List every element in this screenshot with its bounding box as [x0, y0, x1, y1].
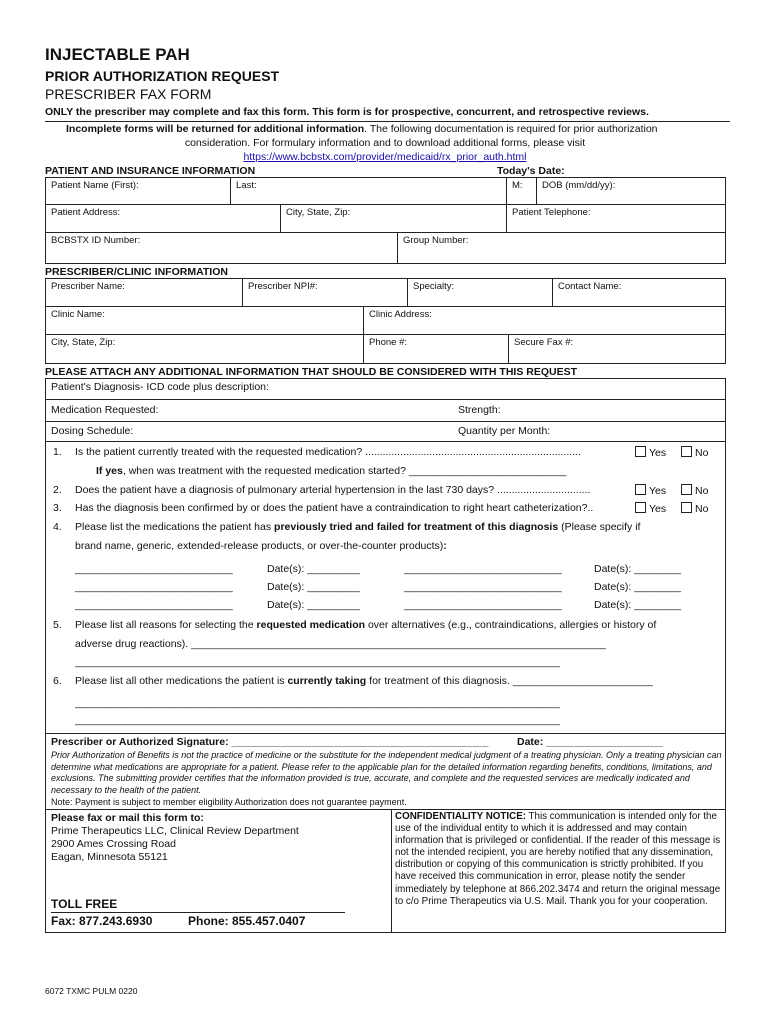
signature-field[interactable]: Prescriber or Authorized Signature: ____________________________________________ [51, 736, 489, 748]
q1-number: 1. [53, 446, 62, 458]
attach-info-heading: PLEASE ATTACH ANY ADDITIONAL INFORMATION THAT SHOULD BE CONSIDERED WITH THIS REQUEST [45, 366, 577, 378]
todays-date-label: Today's Date: [497, 165, 565, 177]
q3-yes-checkbox[interactable] [635, 502, 646, 513]
tried-date-3-right[interactable]: Date(s): ________ [594, 599, 681, 611]
q2-yes-checkbox[interactable] [635, 484, 646, 495]
prescriber-notice: ONLY the prescriber may complete and fax this form. This form is for prospective, concurrent, and retrospective reviews. [45, 106, 649, 118]
q1-text: Is the patient currently treated with the requested medication? .......................................................................... [75, 446, 581, 458]
incomplete-notice: Incomplete forms will be returned for additional information. The following documentation is required for prior authorization [66, 123, 658, 135]
q4-number: 4. [53, 521, 62, 533]
group-number-field[interactable]: Group Number: [397, 232, 726, 264]
q2-text: Does the patient have a diagnosis of pulmonary arterial hypertension in the last 730 days? ................................ [75, 484, 591, 496]
tried-date-3-left[interactable]: Date(s): _________ [267, 599, 360, 611]
q6-blank-line-1[interactable]: ___________________________________________________________________________________ [75, 697, 560, 709]
phone-number: Phone: 855.457.0407 [188, 914, 306, 928]
tried-med-3-left[interactable]: ___________________________ [75, 599, 233, 611]
tried-med-2-left[interactable]: ___________________________ [75, 581, 233, 593]
dosing-schedule-label: Dosing Schedule: [51, 425, 134, 437]
mailing-address-line2: 2900 Ames Crossing Road [51, 838, 176, 850]
mailing-address-line3: Eagan, Minnesota 55121 [51, 851, 168, 863]
clinic-address-field[interactable]: Clinic Address: [363, 306, 726, 335]
patient-address-field[interactable]: Patient Address: [45, 204, 281, 233]
patient-first-name-field[interactable]: Patient Name (First): [45, 177, 231, 205]
tried-med-1-right[interactable]: ___________________________ [404, 563, 562, 575]
q5-text-line2[interactable]: adverse drug reactions). _______________________________________________________________________ [75, 638, 606, 650]
mailing-heading: Please fax or mail this form to: [51, 812, 204, 824]
fax-number: Fax: 877.243.6930 [51, 914, 153, 928]
form-type: PRESCRIBER FAX FORM [45, 86, 212, 102]
consideration-text: consideration. For formulary information and to download additional forms, please visit [184, 137, 586, 149]
q6-number: 6. [53, 675, 62, 687]
diagnosis-label: Patient's Diagnosis- ICD code plus description: [51, 381, 269, 393]
q2-no-checkbox[interactable] [681, 484, 692, 495]
clinic-name-field[interactable]: Clinic Name: [45, 306, 364, 335]
tried-date-1-right[interactable]: Date(s): ________ [594, 563, 681, 575]
q2-number: 2. [53, 484, 62, 496]
toll-free-label: TOLL FREE [51, 897, 118, 911]
q2-no-option[interactable]: No [681, 484, 708, 497]
patient-dob-field[interactable]: DOB (mm/dd/yy): [536, 177, 726, 205]
q4-text-line2: brand name, generic, extended-release products, or over-the-counter products): [75, 540, 447, 552]
divider [45, 441, 726, 442]
form-code: 6072 TXMC PULM 0220 [45, 986, 138, 996]
patient-city-field[interactable]: City, State, Zip: [280, 204, 507, 233]
divider [45, 421, 726, 422]
tried-med-1-left[interactable]: ___________________________ [75, 563, 233, 575]
strength-label: Strength: [458, 404, 501, 416]
patient-last-name-field[interactable]: Last: [230, 177, 507, 205]
q3-yes-option[interactable]: Yes [635, 502, 666, 515]
q3-no-option[interactable]: No [681, 502, 708, 515]
clinic-phone-field[interactable]: Phone #: [363, 334, 509, 364]
patient-telephone-field[interactable]: Patient Telephone: [506, 204, 726, 233]
q5-blank-line[interactable]: ___________________________________________________________________________________ [75, 656, 560, 668]
tried-date-1-left[interactable]: Date(s): _________ [267, 563, 360, 575]
q3-number: 3. [53, 502, 62, 514]
tried-med-2-right[interactable]: ___________________________ [404, 581, 562, 593]
contact-name-field[interactable]: Contact Name: [552, 278, 726, 307]
bcbstx-id-field[interactable]: BCBSTX ID Number: [45, 232, 398, 264]
prescriber-npi-field[interactable]: Prescriber NPI#: [242, 278, 408, 307]
form-subtitle: PRIOR AUTHORIZATION REQUEST [45, 68, 280, 84]
q3-text: Has the diagnosis been confirmed by or does the patient have a contraindication to right heart catheterization?.. [75, 502, 594, 514]
patient-mi-field[interactable]: M: [506, 177, 537, 205]
form-title: INJECTABLE PAH [45, 45, 190, 64]
q6-blank-line-2[interactable]: ___________________________________________________________________________________ [75, 714, 560, 726]
tried-date-2-left[interactable]: Date(s): _________ [267, 581, 360, 593]
mailing-address-line1: Prime Therapeutics LLC, Clinical Review Department [51, 825, 299, 837]
prescriber-section-heading: PRESCRIBER/CLINIC INFORMATION [45, 266, 228, 278]
authorization-disclaimer: Prior Authorization of Benefits is not the practice of medicine or the substitute for the independent medical judgment of a treating physician. Only a treating physician can determine what medications are appropriate for a patient. Please refer to the applicable plan for the detailed information regarding benefits, conditions, limitations, and exclusions. The submitting provider certifies that the information provided is true, accurate, and complete and the requested services are medically indicated and necessary to the health of the patient. [51, 750, 722, 795]
tried-date-2-right[interactable]: Date(s): ________ [594, 581, 681, 593]
q1-followup[interactable]: If yes, when was treatment with the requested medication started? ___________________________ [96, 465, 567, 477]
q6-text[interactable]: Please list all other medications the patient is currently taking for treatment of this diagnosis. ________________________ [75, 675, 653, 687]
q1-no-checkbox[interactable] [681, 446, 692, 457]
q1-no-option[interactable]: No [681, 446, 708, 459]
q1-yes-option[interactable]: Yes [635, 446, 666, 459]
q2-yes-option[interactable]: Yes [635, 484, 666, 497]
prescriber-name-field[interactable]: Prescriber Name: [45, 278, 243, 307]
divider [45, 399, 726, 400]
q5-text: Please list all reasons for selecting the requested medication over alternatives (e.g., contraindications, allergies or history of [75, 619, 657, 631]
formulary-link[interactable]: https://www.bcbstx.com/provider/medicaid/rx_prior_auth.html [243, 151, 527, 163]
divider [45, 121, 730, 122]
specialty-field[interactable]: Specialty: [407, 278, 553, 307]
quantity-label: Quantity per Month: [458, 425, 551, 437]
medication-requested-label: Medication Requested: [51, 404, 159, 416]
clinic-city-field[interactable]: City, State, Zip: [45, 334, 364, 364]
divider [51, 912, 345, 913]
q3-no-checkbox[interactable] [681, 502, 692, 513]
patient-section-heading: PATIENT AND INSURANCE INFORMATION [45, 165, 256, 177]
q1-yes-checkbox[interactable] [635, 446, 646, 457]
signature-date-field[interactable]: Date: ____________________ [517, 736, 663, 748]
secure-fax-field[interactable]: Secure Fax #: [508, 334, 726, 364]
payment-note: Note: Payment is subject to member eligibility Authorization does not guarantee payment. [51, 797, 407, 807]
tried-med-3-right[interactable]: ___________________________ [404, 599, 562, 611]
q5-number: 5. [53, 619, 62, 631]
q4-text: Please list the medications the patient has previously tried and failed for treatment of this diagnosis (Please specify if [75, 521, 641, 533]
confidentiality-notice: CONFIDENTIALITY NOTICE: This communication is intended only for the use of the individual entity to which it is addressed and may contain information that is privileged or confidential. If the reader of this message is not the intended recipient, you are hereby notified that any dissemination, distribution or copying of this communication is strictly prohibited. If you have received this communication in error, please notify the sender immediately by telephone at 866.202.3474 and return the original message to c/o Prime Therapeutics via U.S. Mail. Thank you for your cooperation. [395, 811, 721, 907]
